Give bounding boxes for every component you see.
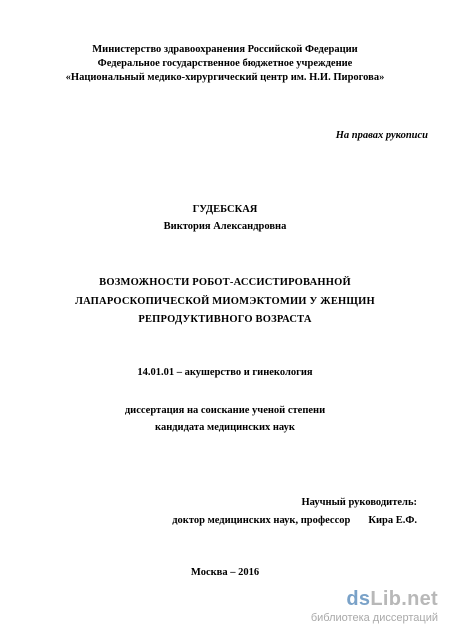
degree-line-1: диссертация на соискание ученой степени xyxy=(124,405,326,416)
dissertation-title-line-2: ЛАПАРОСКОПИЧЕСКОЙ МИОМЭКТОМИИ У ЖЕНЩИН xyxy=(75,296,375,307)
dissertation-title-line-3: РЕПРОДУКТИВНОГО ВОЗРАСТА xyxy=(138,314,312,325)
dissertation-title-line-1: ВОЗМОЖНОСТИ РОБОТ-АССИСТИРОВАННОЙ xyxy=(99,277,351,288)
header-institution-name: «Национальный медико-хирургический центр им. Н.И. Пирогова» xyxy=(65,72,385,83)
supervisor-label: Научный руководитель: xyxy=(301,497,417,508)
watermark-subtitle: библиотека диссертаций xyxy=(310,612,438,624)
manuscript-note: На правах рукописи xyxy=(335,130,428,141)
author-name: Виктория Александровна xyxy=(163,221,287,232)
watermark-logo xyxy=(311,588,438,610)
supervisor-details xyxy=(172,514,417,527)
specialty: 14.01.01 – акушерство и гинекология xyxy=(137,367,313,378)
header-ministry: Министерство здравоохранения Российской Федерации xyxy=(92,44,358,55)
watermark xyxy=(311,588,438,625)
watermark-logo-ds: ds xyxy=(346,588,371,610)
header-institution-type: Федеральное государственное бюджетное учреждение xyxy=(97,58,353,69)
author-surname: ГУДЕБСКАЯ xyxy=(192,204,258,215)
place-year: Москва – 2016 xyxy=(190,567,260,578)
supervisor-credentials: доктор медицинских наук, профессор xyxy=(172,515,351,526)
degree-line-2: кандидата медицинских наук xyxy=(155,422,295,433)
watermark-logo-lib: Lib xyxy=(370,588,402,610)
watermark-logo-net: .net xyxy=(401,588,438,610)
supervisor-name: Кира Е.Ф. xyxy=(368,515,417,526)
